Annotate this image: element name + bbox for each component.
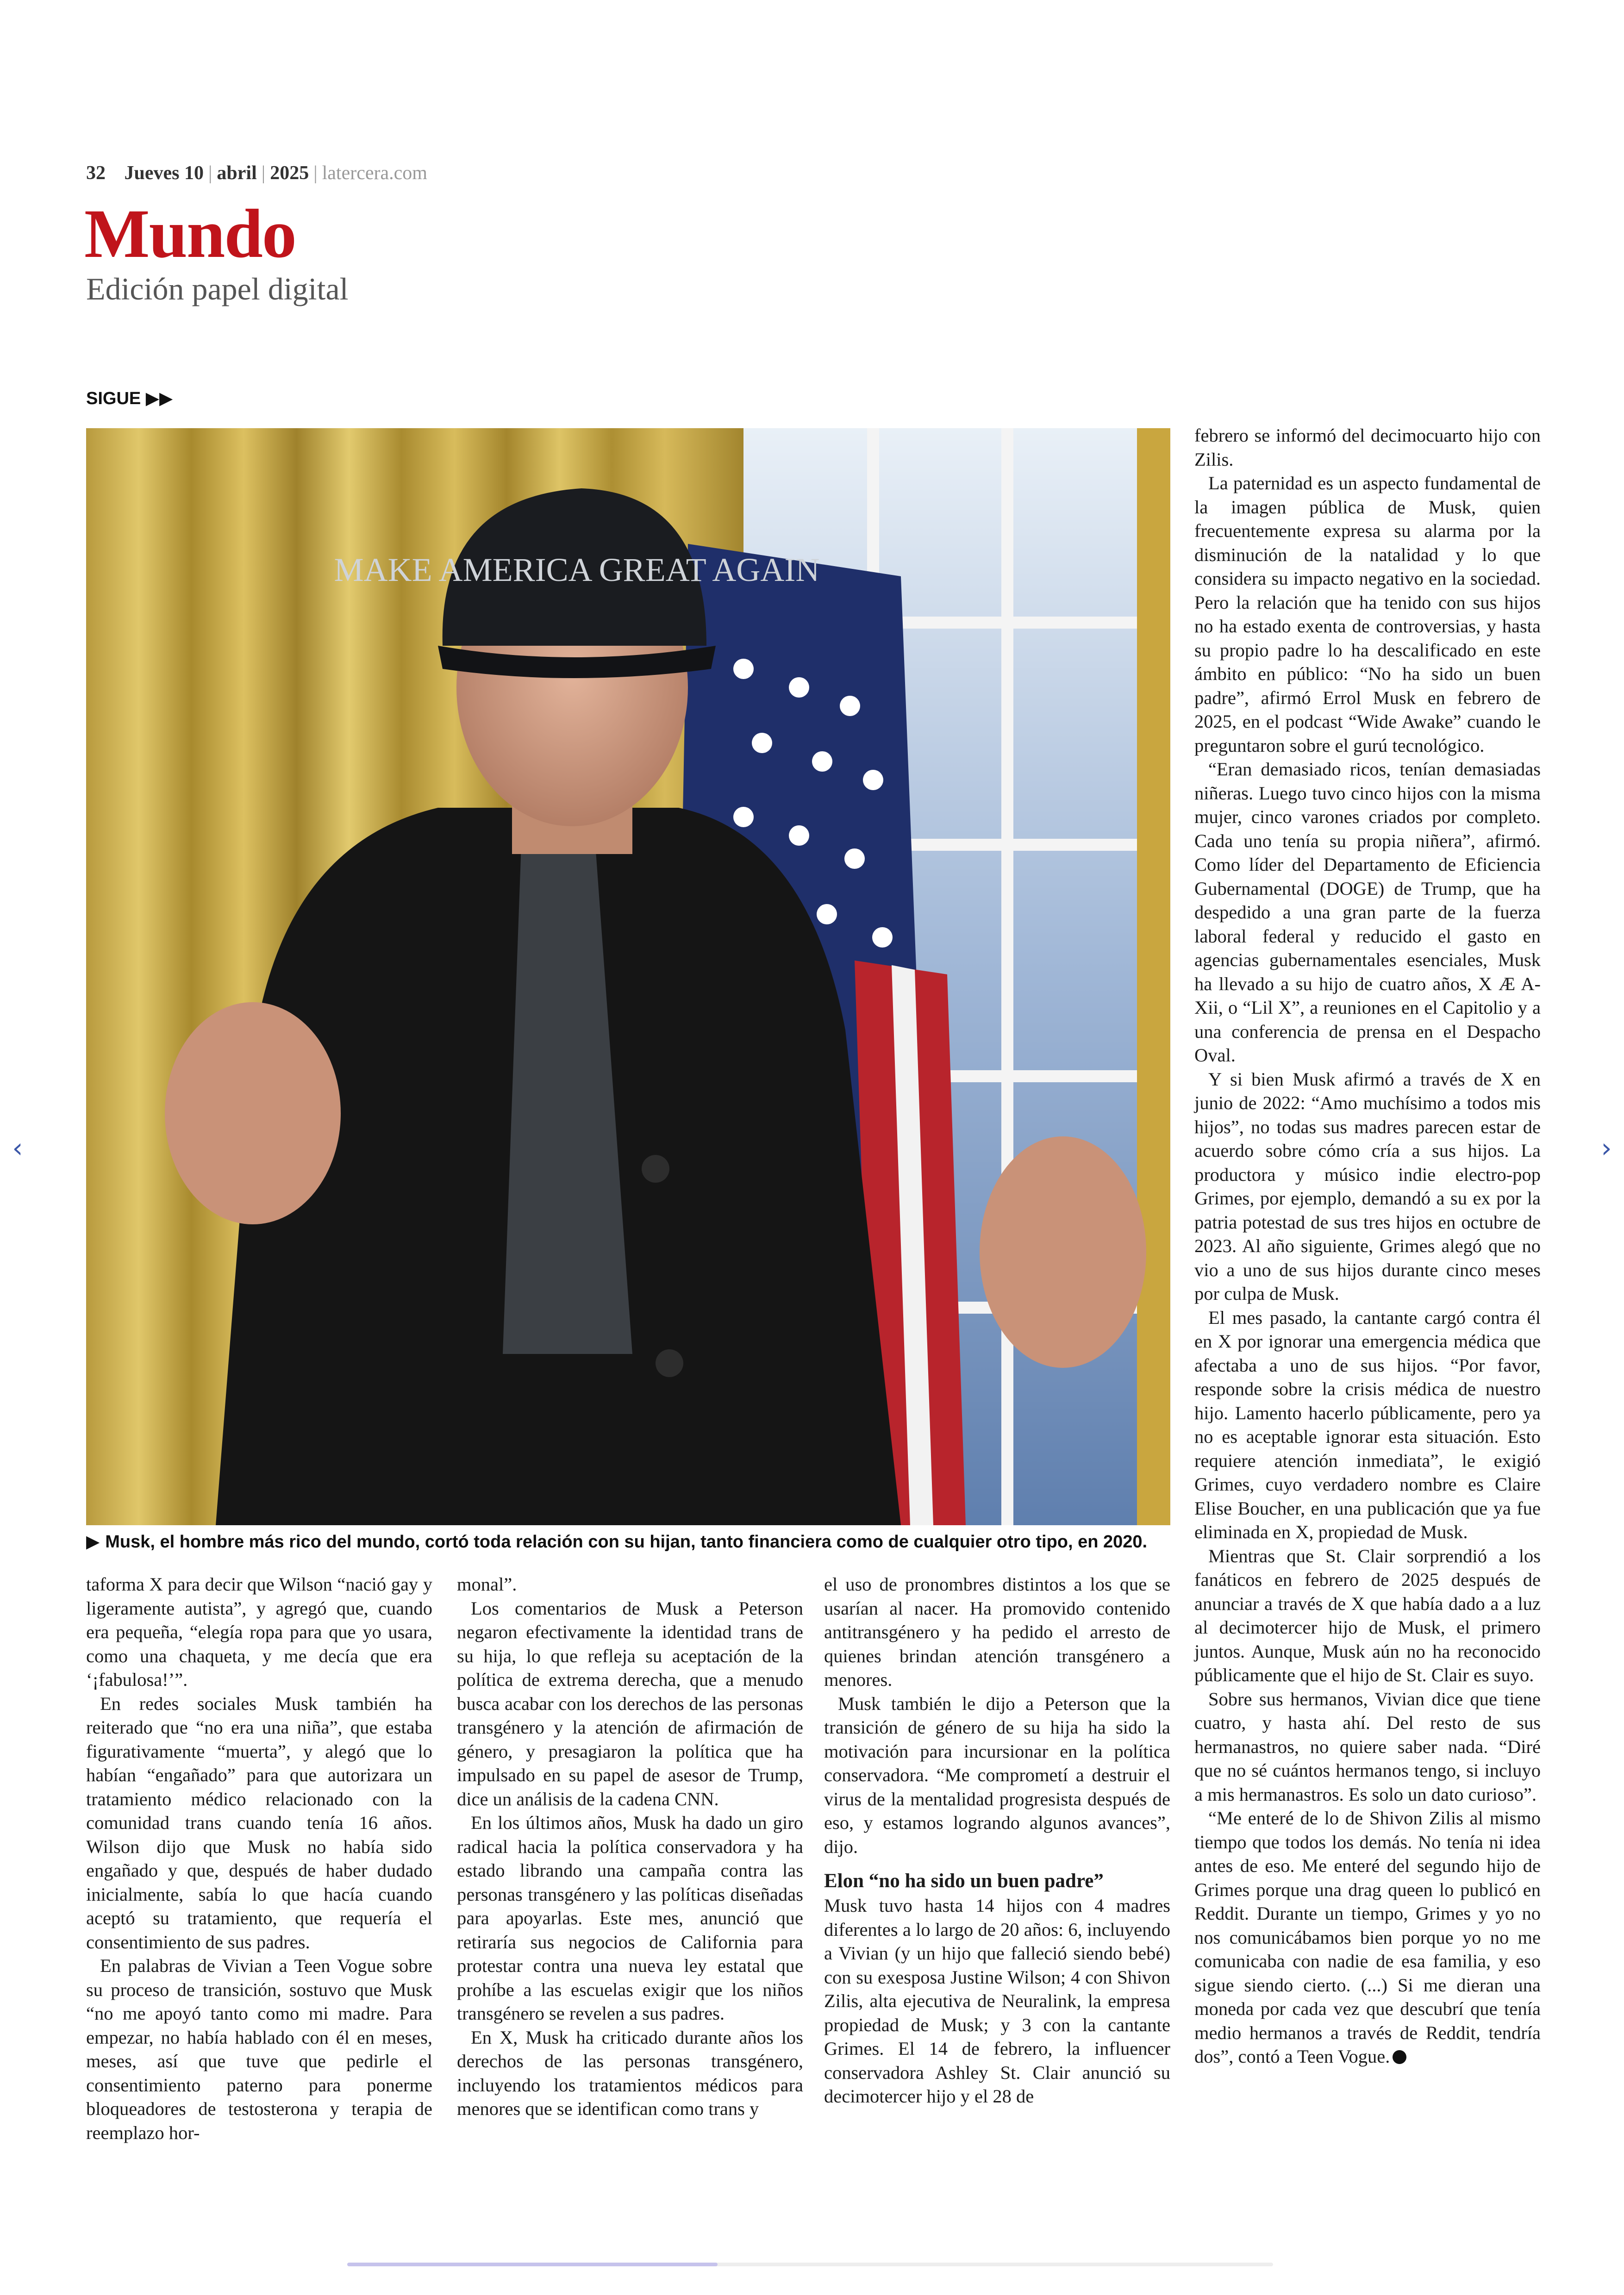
paragraph: El mes pasado, la cantante cargó contra él en X por ignorar una emergencia médica que afectaba a uno de sus hijos. “Por favor, responde sobre la crisis médica de nuestro hijo. Lamento hacerlo públicamente, pero ya no es aceptable ignorar esta situación. Esto requiere atención inmediata”, le exigió Grimes, cuyo verdadero nombre es Claire Elise Boucher, en una publicación que ya fue eliminada en X, propiedad de Musk. [1194,1307,1541,1542]
paragraph: Y si bien Musk afirmó a través de X en junio de 2022: “Amo muchísimo a todos mis hijos”, no todas sus madres parecen estar de acuerdo sobre cómo cría a sus hijos. La productora y músico indie electro-pop Grimes, por ejemplo, demandó a su ex por la patria potestad de sus tres hijos en octubre de 2023. Al año siguiente, Grimes alegó que no vio a uno de sus hijos durante cinco meses por culpa de Musk. [1194,1068,1541,1304]
article-column-2 [457,1572,803,2121]
chevron-right-icon: › [1601,1132,1612,1164]
continues-label: SIGUE ▶▶ [86,389,173,408]
photo-illustration [86,428,1170,1525]
paragraph: En los últimos años, Musk ha dado un giro radical hacia la política conservadora y ha estado librando una campaña contra las personas transgénero y las políticas diseñadas para apoyarlas. Este mes, anunció que retiraría sus negocios de California para protestar contra una nueva ley estatal que prohíbe a las escuelas exigir que los niños transgénero se revelen a sus padres. [457,1812,803,2024]
end-mark-icon [1393,2050,1406,2064]
paragraph: taforma X para decir que Wilson “nació gay y ligeramente autista”, y agregó que, cuando era pequeña, “elegía ropa para que yo usara, como una chaqueta, y me decía que era ‘¡fabulosa!’”. [86,1574,432,1690]
horizontal-scrollbar[interactable] [347,2263,1273,2266]
paragraph: En redes sociales Musk también ha reiterado que “no era una niña”, que estaba figurativamente “muerta”, y alegó que lo habían “engañado” para que autorizara un tratamiento médico relacionado con la comunidad trans cuando tenía 16 años. Wilson dijo que Musk no había sido engañado y que, después de haber dudado inicialmente, sabía lo que hacía cuando aceptó su tratamiento, que requería el consentimiento de sus padres. [86,1693,432,1952]
folio-line: 32 Jueves 10 | abril | 2025 | latercera.com [86,162,427,184]
paragraph: febrero se informó del decimocuarto hijo con Zilis. [1194,425,1541,470]
paragraph: Los comentarios de Musk a Peterson negaron efectivamente la identidad trans de su hija, lo que refleja su aceptación de la política de extrema derecha, que a menudo busca acabar con los derechos de las personas transgénero y la atención de afirmación de género, y presagiaron la política que ha impulsado en su papel de asesor de Trump, dice un análisis de la cadena CNN. [457,1597,803,1809]
site-name: latercera.com [322,162,427,184]
paragraph: En X, Musk ha criticado durante años los derechos de las personas transgénero, incluyendo los tratamientos médicos para menores que se identifican como trans y [457,2027,803,2119]
section-subtitle: Edición papel digital [86,271,349,306]
paragraph: monal”. [457,1574,517,1595]
caption-text: Musk, el hombre más rico del mundo, cortó toda relación con su hijan, tanto financiera como de cualquier otro tipo, en 2020. [105,1532,1148,1552]
next-page-button[interactable] [1593,1132,1620,1164]
page-number: 32 [86,162,106,184]
paragraph-final [1194,1806,1541,2069]
article-column-3 [824,1572,1170,2108]
paragraph: Mientras que St. Clair sorprendió a los fanáticos en febrero de 2025 después de anunciar a través de X que había dado a a luz al decimotercer hijo de Musk, el primero juntos. Aunque, Musk aún no ha reconocido públicamente que el hijo de St. Clair es suyo. [1194,1545,1541,1685]
photo-caption [86,1531,1170,1552]
issue-date-year: 2025 [270,162,309,184]
subheading: Elon “no ha sido un buen padre” [824,1870,1104,1892]
paragraph: Sobre sus hermanos, Vivian dice que tiene cuatro, y hasta ahí. Del resto de sus hermanastros, no quiere saber nada. “Diré que no sé cuántos hermanos tengo, si incluyo a mis hermanastros. Es solo un dato curioso”. [1194,1688,1541,1805]
paragraph: el uso de pronombres distintos a los que se usarían al nacer. Ha promovido contenido antitransgénero y ha pedido el arresto de quienes brindan atención transgénero a menores. [824,1574,1170,1690]
previous-page-button[interactable] [4,1132,31,1164]
paragraph-text: “Me enteré de lo de Shivon Zilis al mismo tiempo que todos los demás. No tenía ni idea antes de eso. Me enteré del segundo hijo de Grimes porque una drag queen lo publicó en Reddit. Durante un tiempo, Grimes y yo no nos comunicábamos bien porque yo no me comunicaba con nadie de esa familia, y eso sigue siendo cierto. (...) Si me dieran una moneda por cada vez que descubrí que tenía medio hermanos a través de Reddit, tendría dos”, contó a Teen Vogue. [1194,1808,1541,2067]
section-title: Mundo [84,195,296,272]
paragraph: Musk tuvo hasta 14 hijos con 4 madres diferentes a lo largo de 20 años: 6, incluyendo a Vivian (y un hijo que falleció siendo bebé) con su exesposa Justine Wilson; 4 con Shivon Zilis, alta ejecutiva de Neuralink, la empresa propiedad de Musk; y 3 con la cantante Grimes. El 14 de febrero, la influencer conservadora Ashley St. Clair anunció su decimotercer hijo y el 28 de [824,1895,1170,2107]
paragraph: “Eran demasiado ricos, tenían demasiadas niñeras. Luego tuvo cinco hijos con la misma mujer, cinco varones criados por completo. Cada uno tenía su propia niñera”, afirmó. Como líder del Departamento de Eficiencia Gubernamental (DOGE) de Trump, que ha despedido a una gran parte de la fuerza laboral federal y reducido el gasto en agencias gubernamentales esenciales, Musk ha llevado a su hijo de cuatro años, X Æ A-Xii, o “Lil X”, a reuniones en el Capitolio y a una conferencia de prensa en el Despacho Oval. [1194,759,1541,1066]
issue-date-month: abril [217,162,257,184]
paragraph: La paternidad es un aspecto fundamental de la imagen pública de Musk, quien frecuentemente expresa su alarma por la disminución de la natalidad y lo que considera su impacto negativo en la sociedad. Pero la relación que ha tenido con sus hijos no ha estado exenta de controversias, y hasta su propio padre lo ha descalificado en este ámbito en público: “No ha sido un buen padre”, afirmó Errol Musk en febrero de 2025, en el podcast “Wide Awake” cuando le preguntaron sobre el gurú tecnológico. [1194,473,1541,756]
paragraph: En palabras de Vivian a Teen Vogue sobre su proceso de transición, sostuvo que Musk “no me apoyó tanto como mi madre. Para empezar, no había hablado con él en meses, meses, así que tuve que pedirle el consentimiento paterno para ponerme bloqueadores de testosterona y terapia de reemplazo hor- [86,1955,432,2143]
scrollbar-thumb[interactable] [347,2263,718,2266]
chevron-left-icon: ‹ [12,1132,23,1164]
article-photo [86,428,1170,1525]
caption-marker-icon: ▶ [86,1532,100,1552]
article-column-1 [86,1572,432,2145]
paragraph: Musk también le dijo a Peterson que la transición de género de su hija ha sido la motivación para incursionar en la política conservadora. “Me comprometí a destruir el virus de la mentalidad progresista después de eso, y estamos logrando algunos avances”, dijo. [824,1693,1170,1857]
cap-text: MAKE AMERICA GREAT AGAIN [334,551,820,588]
issue-date-day: Jueves 10 [124,162,204,184]
article-column-4 [1194,424,1541,2069]
